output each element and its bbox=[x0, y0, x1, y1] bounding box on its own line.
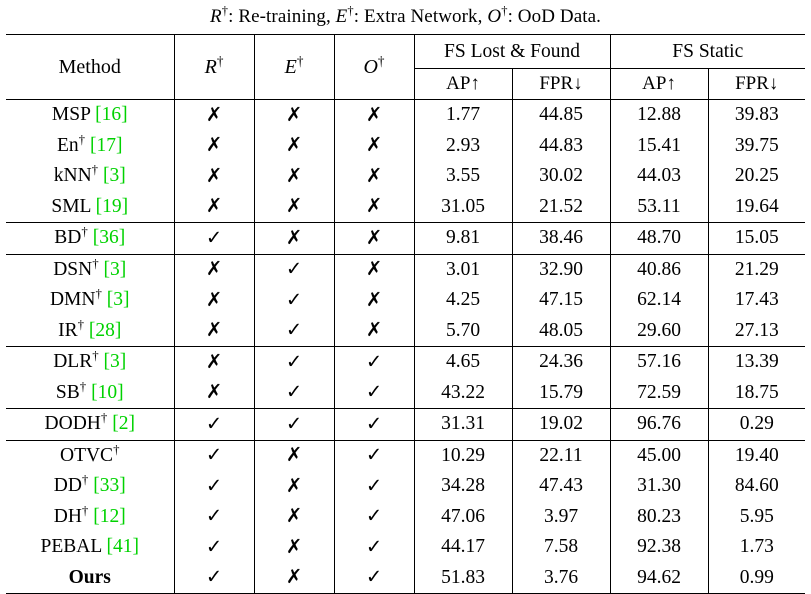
cell-extra-network: ✗ bbox=[254, 100, 334, 131]
cell-st-fpr: 13.39 bbox=[708, 347, 805, 378]
cell-method: SB† [10] bbox=[6, 378, 174, 409]
cell-st-fpr: 19.64 bbox=[708, 192, 805, 223]
cell-extra-network: ✗ bbox=[254, 471, 334, 502]
cell-ood: ✗ bbox=[334, 131, 414, 162]
cell-st-ap: 96.76 bbox=[610, 409, 708, 441]
cell-lf-fpr: 21.52 bbox=[512, 192, 610, 223]
table-row bbox=[6, 131, 805, 162]
header-method: Method bbox=[6, 35, 174, 100]
cell-st-fpr: 84.60 bbox=[708, 471, 805, 502]
cell-ood: ✓ bbox=[334, 440, 414, 471]
table-row bbox=[6, 316, 805, 347]
cell-ood: ✗ bbox=[334, 285, 414, 316]
cell-method: MSP [16] bbox=[6, 100, 174, 131]
cell-retrain: ✗ bbox=[174, 254, 254, 285]
header-ood: O† bbox=[334, 35, 414, 100]
cell-lf-fpr: 32.90 bbox=[512, 254, 610, 285]
cell-lf-fpr: 48.05 bbox=[512, 316, 610, 347]
caption-symbol-e: E bbox=[336, 6, 348, 27]
header-lf-fpr: FPR↓ bbox=[512, 69, 610, 100]
cell-ood: ✓ bbox=[334, 378, 414, 409]
cell-lf-fpr: 47.43 bbox=[512, 471, 610, 502]
cell-lf-ap: 4.25 bbox=[414, 285, 512, 316]
cell-ood: ✓ bbox=[334, 532, 414, 563]
cell-ood: ✗ bbox=[334, 254, 414, 285]
cell-st-ap: 31.30 bbox=[610, 471, 708, 502]
cell-lf-fpr: 24.36 bbox=[512, 347, 610, 378]
caption-symbol-r: R bbox=[210, 6, 222, 27]
cell-lf-fpr: 15.79 bbox=[512, 378, 610, 409]
cell-st-fpr: 15.05 bbox=[708, 223, 805, 255]
cell-extra-network: ✗ bbox=[254, 192, 334, 223]
cell-retrain: ✓ bbox=[174, 532, 254, 563]
header-group-fs-lost-found: FS Lost & Found bbox=[414, 35, 610, 69]
table-row bbox=[6, 100, 805, 131]
cell-st-fpr: 39.75 bbox=[708, 131, 805, 162]
cell-method: SML [19] bbox=[6, 192, 174, 223]
cell-method: IR† [28] bbox=[6, 316, 174, 347]
cell-lf-ap: 43.22 bbox=[414, 378, 512, 409]
table-row bbox=[6, 378, 805, 409]
table-row bbox=[6, 471, 805, 502]
table-row bbox=[6, 347, 805, 378]
cell-lf-ap: 31.05 bbox=[414, 192, 512, 223]
caption-dagger-e: † bbox=[347, 4, 353, 18]
cell-lf-fpr: 30.02 bbox=[512, 161, 610, 192]
cell-retrain: ✗ bbox=[174, 100, 254, 131]
cell-extra-network: ✓ bbox=[254, 347, 334, 378]
cell-extra-network: ✗ bbox=[254, 563, 334, 594]
caption-symbol-o: O bbox=[487, 6, 501, 27]
cell-st-ap: 40.86 bbox=[610, 254, 708, 285]
cell-st-fpr: 20.25 bbox=[708, 161, 805, 192]
cell-ood: ✓ bbox=[334, 471, 414, 502]
table-body bbox=[6, 35, 805, 594]
cell-st-ap: 53.11 bbox=[610, 192, 708, 223]
cell-st-ap: 29.60 bbox=[610, 316, 708, 347]
cell-ood: ✓ bbox=[334, 409, 414, 441]
table-row bbox=[6, 563, 805, 594]
cell-st-fpr: 17.43 bbox=[708, 285, 805, 316]
cell-extra-network: ✗ bbox=[254, 532, 334, 563]
cell-retrain: ✓ bbox=[174, 471, 254, 502]
cell-st-fpr: 18.75 bbox=[708, 378, 805, 409]
caption-dagger-r: † bbox=[222, 4, 228, 18]
cell-lf-ap: 51.83 bbox=[414, 563, 512, 594]
header-group-fs-static: FS Static bbox=[610, 35, 805, 69]
cell-extra-network: ✗ bbox=[254, 161, 334, 192]
cell-method: DODH† [2] bbox=[6, 409, 174, 441]
cell-method: PEBAL [41] bbox=[6, 532, 174, 563]
cell-retrain: ✓ bbox=[174, 563, 254, 594]
cell-ood: ✗ bbox=[334, 316, 414, 347]
table-row bbox=[6, 285, 805, 316]
table-row bbox=[6, 409, 805, 441]
cell-retrain: ✓ bbox=[174, 440, 254, 471]
cell-lf-fpr: 19.02 bbox=[512, 409, 610, 441]
cell-extra-network: ✓ bbox=[254, 409, 334, 441]
cell-retrain: ✗ bbox=[174, 316, 254, 347]
table-caption bbox=[6, 4, 805, 34]
header-retrain: R† bbox=[174, 35, 254, 100]
cell-extra-network: ✗ bbox=[254, 440, 334, 471]
cell-st-fpr: 0.99 bbox=[708, 563, 805, 594]
cell-st-ap: 94.62 bbox=[610, 563, 708, 594]
cell-lf-ap: 4.65 bbox=[414, 347, 512, 378]
cell-lf-ap: 9.81 bbox=[414, 223, 512, 255]
cell-lf-fpr: 3.76 bbox=[512, 563, 610, 594]
cell-lf-ap: 10.29 bbox=[414, 440, 512, 471]
cell-retrain: ✓ bbox=[174, 223, 254, 255]
cell-method: OTVC† bbox=[6, 440, 174, 471]
cell-ood: ✗ bbox=[334, 223, 414, 255]
cell-retrain: ✗ bbox=[174, 378, 254, 409]
cell-st-fpr: 19.40 bbox=[708, 440, 805, 471]
cell-ood: ✗ bbox=[334, 100, 414, 131]
cell-lf-ap: 34.28 bbox=[414, 471, 512, 502]
cell-st-fpr: 27.13 bbox=[708, 316, 805, 347]
cell-st-ap: 72.59 bbox=[610, 378, 708, 409]
header-st-ap: AP↑ bbox=[610, 69, 708, 100]
cell-st-ap: 57.16 bbox=[610, 347, 708, 378]
cell-lf-ap: 1.77 bbox=[414, 100, 512, 131]
caption-dagger-o: † bbox=[501, 4, 507, 18]
cell-lf-ap: 2.93 bbox=[414, 131, 512, 162]
cell-lf-ap: 31.31 bbox=[414, 409, 512, 441]
cell-st-fpr: 5.95 bbox=[708, 502, 805, 533]
cell-extra-network: ✗ bbox=[254, 223, 334, 255]
table-row bbox=[6, 192, 805, 223]
cell-method: En† [17] bbox=[6, 131, 174, 162]
cell-retrain: ✓ bbox=[174, 409, 254, 441]
table-row bbox=[6, 161, 805, 192]
cell-st-ap: 62.14 bbox=[610, 285, 708, 316]
cell-st-ap: 12.88 bbox=[610, 100, 708, 131]
cell-st-fpr: 39.83 bbox=[708, 100, 805, 131]
cell-st-ap: 48.70 bbox=[610, 223, 708, 255]
cell-lf-ap: 47.06 bbox=[414, 502, 512, 533]
cell-lf-fpr: 3.97 bbox=[512, 502, 610, 533]
cell-method: DMN† [3] bbox=[6, 285, 174, 316]
cell-lf-fpr: 7.58 bbox=[512, 532, 610, 563]
cell-lf-ap: 3.55 bbox=[414, 161, 512, 192]
cell-retrain: ✗ bbox=[174, 347, 254, 378]
cell-st-ap: 45.00 bbox=[610, 440, 708, 471]
cell-method: DLR† [3] bbox=[6, 347, 174, 378]
table-row bbox=[6, 223, 805, 255]
results-table bbox=[6, 34, 805, 594]
table-row bbox=[6, 440, 805, 471]
caption-desc-o: : OoD Data. bbox=[508, 6, 601, 27]
cell-method: kNN† [3] bbox=[6, 161, 174, 192]
cell-lf-ap: 5.70 bbox=[414, 316, 512, 347]
cell-retrain: ✗ bbox=[174, 285, 254, 316]
cell-lf-fpr: 44.83 bbox=[512, 131, 610, 162]
cell-ood: ✓ bbox=[334, 563, 414, 594]
cell-retrain: ✗ bbox=[174, 131, 254, 162]
cell-st-fpr: 1.73 bbox=[708, 532, 805, 563]
cell-method: DSN† [3] bbox=[6, 254, 174, 285]
cell-ood: ✓ bbox=[334, 502, 414, 533]
table-row bbox=[6, 502, 805, 533]
caption-desc-e: : Extra Network, bbox=[354, 6, 488, 27]
cell-lf-fpr: 22.11 bbox=[512, 440, 610, 471]
table-row bbox=[6, 254, 805, 285]
cell-extra-network: ✓ bbox=[254, 254, 334, 285]
cell-extra-network: ✓ bbox=[254, 285, 334, 316]
cell-lf-ap: 44.17 bbox=[414, 532, 512, 563]
cell-st-ap: 44.03 bbox=[610, 161, 708, 192]
cell-extra-network: ✗ bbox=[254, 502, 334, 533]
header-st-fpr: FPR↓ bbox=[708, 69, 805, 100]
cell-method: DH† [12] bbox=[6, 502, 174, 533]
cell-st-ap: 15.41 bbox=[610, 131, 708, 162]
cell-method: Ours bbox=[6, 563, 174, 594]
cell-st-fpr: 0.29 bbox=[708, 409, 805, 441]
cell-lf-ap: 3.01 bbox=[414, 254, 512, 285]
cell-st-ap: 92.38 bbox=[610, 532, 708, 563]
cell-st-fpr: 21.29 bbox=[708, 254, 805, 285]
cell-lf-fpr: 38.46 bbox=[512, 223, 610, 255]
header-row-main bbox=[6, 35, 805, 69]
cell-retrain: ✗ bbox=[174, 192, 254, 223]
cell-ood: ✗ bbox=[334, 192, 414, 223]
cell-st-ap: 80.23 bbox=[610, 502, 708, 533]
header-lf-ap: AP↑ bbox=[414, 69, 512, 100]
cell-ood: ✗ bbox=[334, 161, 414, 192]
caption-desc-r: : Re-training, bbox=[228, 6, 336, 27]
cell-lf-fpr: 44.85 bbox=[512, 100, 610, 131]
cell-method: DD† [33] bbox=[6, 471, 174, 502]
cell-retrain: ✓ bbox=[174, 502, 254, 533]
cell-retrain: ✗ bbox=[174, 161, 254, 192]
cell-lf-fpr: 47.15 bbox=[512, 285, 610, 316]
cell-method: BD† [36] bbox=[6, 223, 174, 255]
cell-ood: ✓ bbox=[334, 347, 414, 378]
cell-extra-network: ✗ bbox=[254, 131, 334, 162]
table-row bbox=[6, 532, 805, 563]
cell-extra-network: ✓ bbox=[254, 316, 334, 347]
cell-extra-network: ✓ bbox=[254, 378, 334, 409]
header-extra-network: E† bbox=[254, 35, 334, 100]
